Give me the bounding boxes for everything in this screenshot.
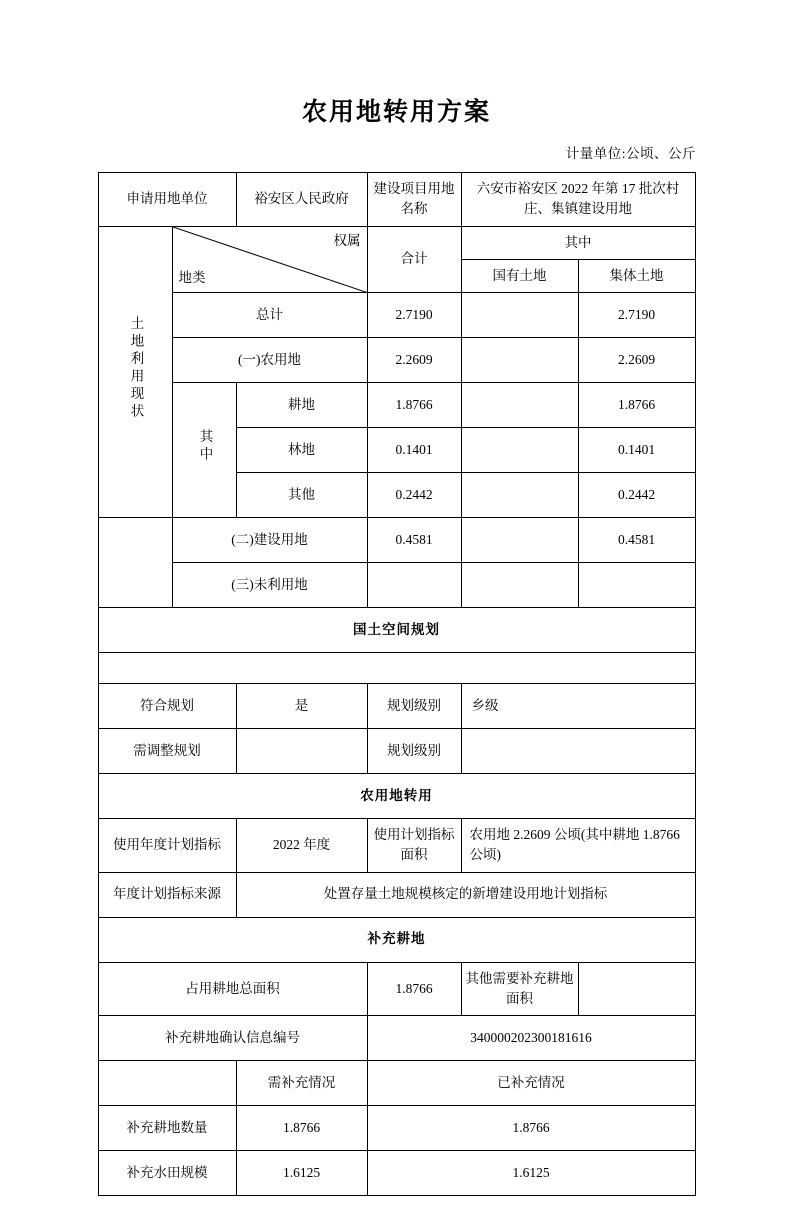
row-label-forest: 林地: [236, 428, 367, 473]
other-need-value: [578, 962, 695, 1016]
row-label-total: 总计: [172, 293, 367, 338]
among-column-header: 其中: [461, 226, 695, 259]
row-label-cultivated: 耕地: [236, 383, 367, 428]
category-label: 地类: [178, 269, 206, 285]
row-label-agricultural: (一)农用地: [172, 338, 367, 383]
table-row: [98, 383, 695, 428]
spacer-cell: [98, 653, 695, 684]
spatial-plan-title: 国土空间规划: [98, 608, 695, 653]
cell-total-forest: 0.1401: [367, 428, 461, 473]
need-supplement-header: 需补充情况: [236, 1061, 367, 1106]
conform-plan-label: 符合规划: [98, 684, 236, 729]
conversion-title: 农用地转用: [98, 774, 695, 819]
landuse-status-label: 土地利用现状: [98, 226, 172, 518]
cell-collective-cultivated: 1.8766: [578, 383, 695, 428]
conform-plan-level-label: 规划级别: [367, 684, 461, 729]
plan-source-value: 处置存量土地规模核定的新增建设用地计划指标: [236, 872, 695, 917]
table-row: [98, 518, 695, 563]
table-row-paddy-scale: [98, 1151, 695, 1196]
cell-state-forest: [461, 428, 578, 473]
cell-state-other: [461, 473, 578, 518]
project-value: 六安市裕安区 2022 年第 17 批次村庄、集镇建设用地: [461, 173, 695, 227]
applicant-label: 申请用地单位: [98, 173, 236, 227]
table-row-conform-plan: [98, 684, 695, 729]
cell-collective-agricultural: 2.2609: [578, 338, 695, 383]
plan-source-label: 年度计划指标来源: [98, 872, 236, 917]
cell-collective-other: 0.2442: [578, 473, 695, 518]
supplement-quantity-done: 1.8766: [367, 1106, 695, 1151]
row-label-construction: (二)建设用地: [172, 518, 367, 563]
among-sub-label: 其中: [172, 383, 236, 518]
done-supplement-header: 已补充情况: [367, 1061, 695, 1106]
table-row-year-plan: [98, 819, 695, 873]
plan-area-label: 使用计划指标面积: [367, 819, 461, 873]
cell-state-construction: [461, 518, 578, 563]
year-plan-value: 2022 年度: [236, 819, 367, 873]
table-row: [98, 563, 695, 608]
section-header-spatial-plan: [98, 608, 695, 653]
table-row-supplement-headers: [98, 1061, 695, 1106]
table-row-supplement-quantity: [98, 1106, 695, 1151]
paddy-scale-need: 1.6125: [236, 1151, 367, 1196]
supplement-quantity-label: 补充耕地数量: [98, 1106, 236, 1151]
table-row-adjust-plan: [98, 729, 695, 774]
cell-total-sum: 2.7190: [367, 293, 461, 338]
paddy-scale-label: 补充水田规模: [98, 1151, 236, 1196]
table-row-applicant: [98, 173, 695, 227]
ownership-category-corner: [172, 226, 367, 293]
landuse-status-label-spacer: [98, 518, 172, 608]
state-land-header: 国有土地: [461, 259, 578, 292]
supplement-title: 补充耕地: [98, 917, 695, 962]
year-plan-label: 使用年度计划指标: [98, 819, 236, 873]
cell-collective-unused: [578, 563, 695, 608]
section-header-conversion: [98, 774, 695, 819]
document-page: [0, 92, 793, 1214]
page-title: 农用地转用方案: [301, 99, 491, 126]
table-row-plan-source: [98, 872, 695, 917]
cell-total-unused: [367, 563, 461, 608]
adjust-plan-level-label: 规划级别: [367, 729, 461, 774]
cell-total-other: 0.2442: [367, 473, 461, 518]
section-header-supplement: [98, 917, 695, 962]
adjust-plan-value: [236, 729, 367, 774]
adjust-plan-label: 需调整规划: [98, 729, 236, 774]
cell-collective-forest: 0.1401: [578, 428, 695, 473]
cell-state-agricultural: [461, 338, 578, 383]
project-label: 建设项目用地名称: [367, 173, 461, 227]
confirm-id-value: 340000202300181616: [367, 1016, 695, 1061]
table-row: [98, 293, 695, 338]
cell-total-construction: 0.4581: [367, 518, 461, 563]
row-label-other: 其他: [236, 473, 367, 518]
cell-total-agricultural: 2.2609: [367, 338, 461, 383]
confirm-id-label: 补充耕地确认信息编号: [98, 1016, 367, 1061]
conform-plan-level-value: 乡级: [461, 684, 695, 729]
measurement-unit-note: 计量单位:公顷、公斤: [565, 146, 696, 161]
adjust-plan-level-value: [461, 729, 695, 774]
cell-collective-construction: 0.4581: [578, 518, 695, 563]
cell-state-sum: [461, 293, 578, 338]
farmland-conversion-table: [98, 172, 696, 1196]
table-row: [98, 338, 695, 383]
cell-state-unused: [461, 563, 578, 608]
cell-state-cultivated: [461, 383, 578, 428]
ownership-label: 权属: [333, 232, 361, 248]
table-row-landuse-header: [98, 226, 695, 259]
supplement-quantity-need: 1.8766: [236, 1106, 367, 1151]
applicant-value: 裕安区人民政府: [236, 173, 367, 227]
other-need-label: 其他需要补充耕地面积: [461, 962, 578, 1016]
paddy-scale-done: 1.6125: [367, 1151, 695, 1196]
cell-collective-sum: 2.7190: [578, 293, 695, 338]
table-row-occupied-area: [98, 962, 695, 1016]
row-label-unused: (三)未利用地: [172, 563, 367, 608]
total-column-header: 合计: [367, 226, 461, 293]
collective-land-header: 集体土地: [578, 259, 695, 292]
occupied-area-value: 1.8766: [367, 962, 461, 1016]
table-row-confirm-id: [98, 1016, 695, 1061]
spacer-row: [98, 653, 695, 684]
plan-area-value: 农用地 2.2609 公顷(其中耕地 1.8766 公顷): [461, 819, 695, 873]
conform-plan-value: 是: [236, 684, 367, 729]
occupied-area-label: 占用耕地总面积: [98, 962, 367, 1016]
supplement-blank-cell: [98, 1061, 236, 1106]
cell-total-cultivated: 1.8766: [367, 383, 461, 428]
